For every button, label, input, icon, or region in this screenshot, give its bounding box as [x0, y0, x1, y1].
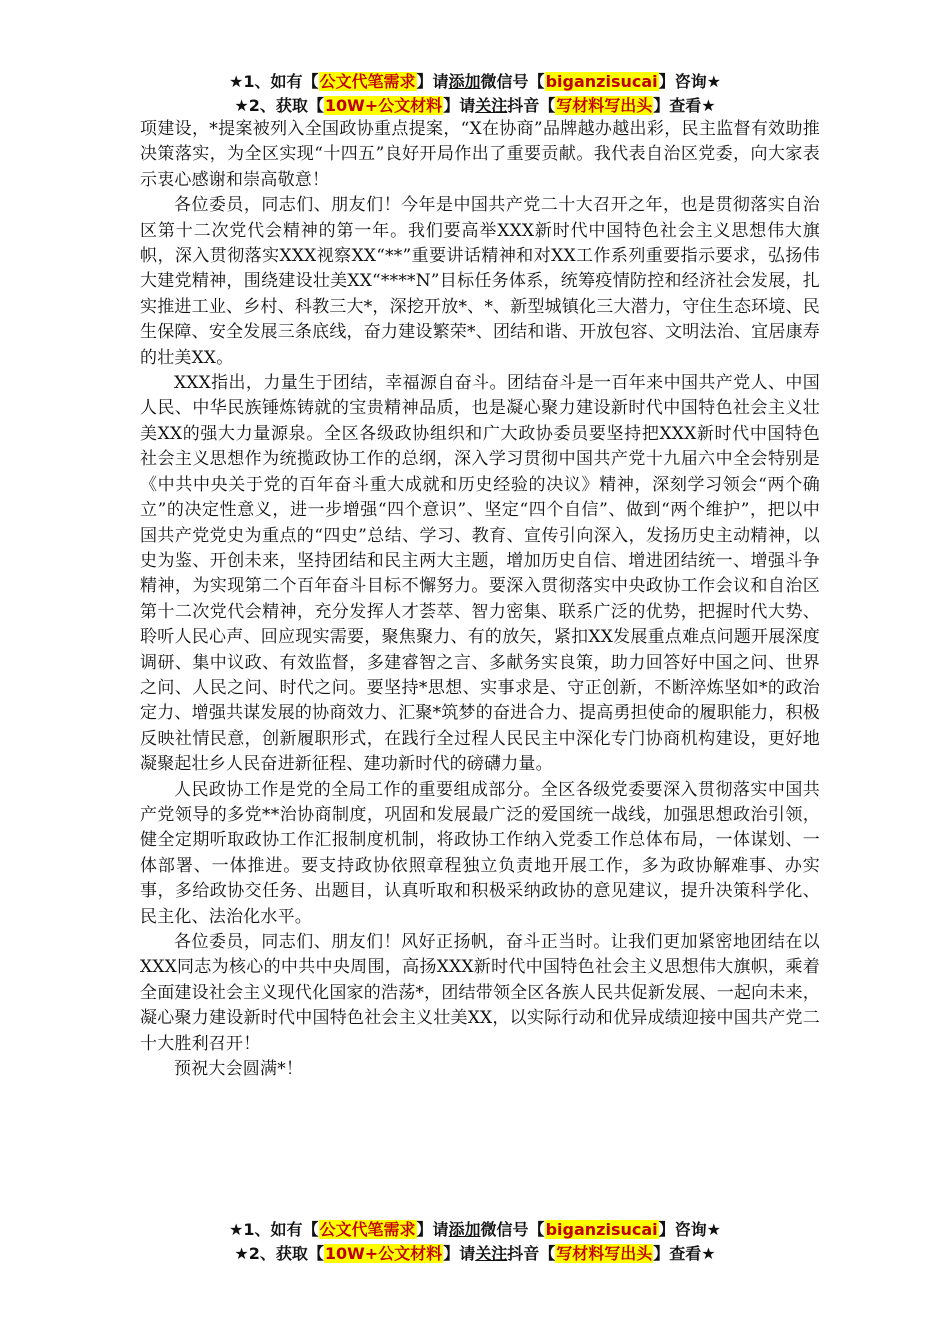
footer-line-1-mid2: 微信号【 [480, 1220, 545, 1239]
banner-line-1-highlight-service: 公文代笔需求 [319, 72, 416, 91]
footer-line-1-highlight-service: 公文代笔需求 [319, 1220, 416, 1239]
banner-line-2-highlight-douyin: 写材料写出头 [556, 96, 653, 115]
paragraph-1: 项建设，*提案被列入全国政协重点提案，“X在协商”品牌越办越出彩，民主监督有效助推决策落实，为全区实现“十四五”良好开局作出了重要贡献。我代表自治区党委，向大家表示衷心感谢和崇高敬意！ [140, 119, 820, 190]
footer-banner [0, 1218, 950, 1266]
banner-line-2-underline: 关注 [475, 96, 508, 115]
banner-line-1-suffix: 】咨询★ [658, 72, 721, 91]
footer-line-1-underline: 添加 [448, 1220, 481, 1239]
footer-line-2-underline: 关注 [475, 1244, 508, 1263]
document-body [140, 117, 820, 1082]
paragraph-5: 各位委员，同志们、朋友们！风好正扬帆，奋斗正当时。让我们更加紧密地团结在以XXX同志为核心的中共中央周围，高扬XXX新时代中国特色社会主义思想伟大旗帜，乘着全面建设社会主义现代化国家的浩荡*，团结带领全区各族人民共促新发展、一起向未来，凝心聚力建设新时代中国特色社会主义壮美XX，以实际行动和优异成绩迎接中国共产党二十大胜利召开！ [140, 932, 820, 1054]
banner-line-1-highlight-wechat: biganzisucai [545, 72, 658, 91]
footer-line-2-mid: 】请 [443, 1244, 476, 1263]
banner-line-2 [0, 94, 950, 118]
footer-line-2-suffix: 】查看★ [653, 1244, 716, 1263]
footer-line-2-highlight-douyin: 写材料写出头 [556, 1244, 653, 1263]
footer-line-1-mid: 】请 [416, 1220, 449, 1239]
banner-line-1-mid: 】请 [416, 72, 449, 91]
banner-line-1 [0, 70, 950, 94]
banner-line-2-suffix: 】查看★ [653, 96, 716, 115]
footer-line-1 [0, 1218, 950, 1242]
banner-line-1-mid2: 微信号【 [480, 72, 545, 91]
footer-line-2-mid2: 抖音【 [507, 1244, 556, 1263]
banner-line-1-prefix: ★1、如有【 [229, 72, 319, 91]
footer-line-1-highlight-wechat: biganzisucai [545, 1220, 658, 1239]
footer-line-2 [0, 1242, 950, 1266]
footer-line-2-prefix: ★2、获取【 [234, 1244, 324, 1263]
paragraph-4: 人民政协工作是党的全局工作的重要组成部分。全区各级党委要深入贯彻落实中国共产党领导的多党**治协商制度，巩固和发展最广泛的爱国统一战线，加强思想政治引领，健全定期听取政协工作汇报制度机制，将政协工作纳入党委工作总体布局，一体谋划、一体部署、一体推进。要支持政协依照章程独立负责地开展工作，多为政协解难事、办实事，多给政协交任务、出题目，认真听取和积极采纳政协的意见建议，提升决策科学化、民主化、法治化水平。 [140, 779, 820, 927]
banner-line-2-prefix: ★2、获取【 [234, 96, 324, 115]
footer-line-1-suffix: 】咨询★ [658, 1220, 721, 1239]
header-banner [0, 70, 950, 118]
banner-line-2-mid2: 抖音【 [507, 96, 556, 115]
footer-line-1-prefix: ★1、如有【 [229, 1220, 319, 1239]
banner-line-1-underline: 添加 [448, 72, 481, 91]
banner-line-2-mid: 】请 [443, 96, 476, 115]
footer-line-2-highlight-materials: 10W+公文材料 [324, 1244, 443, 1263]
banner-line-2-highlight-materials: 10W+公文材料 [324, 96, 443, 115]
paragraph-2: 各位委员，同志们、朋友们！今年是中国共产党二十大召开之年，也是贯彻落实自治区第十二次党代会精神的第一年。我们要高举XXX新时代中国特色社会主义思想伟大旗帜，深入贯彻落实XXX视察XX“**”重要讲话精神和对XX工作系列重要指示要求，弘扬伟大建党精神，围绕建设壮美XX“****N”目标任务体系，统筹疫情防控和经济社会发展，扎实推进工业、乡村、科教三大*，深挖开放*、*、新型城镇化三大潜力，守住生态环境、民生保障、安全发展三条底线，奋力建设繁荣*、团结和谐、开放包容、文明法治、宜居康寿的壮美XX。 [140, 195, 820, 368]
paragraph-6: 预祝大会圆满*！ [174, 1059, 304, 1080]
paragraph-3: XXX指出，力量生于团结，幸福源自奋斗。团结奋斗是一百年来中国共产党人、中国人民、中华民族锤炼铸就的宝贵精神品质，也是凝心聚力建设新时代中国特色社会主义壮美XX的强大力量源泉。全区各级政协组织和广大政协委员要坚持把XXX新时代中国特色社会主义思想作为统揽政协工作的总纲，深入学习贯彻中国共产党十九届六中全会特别是《中共中央关于党的百年奋斗重大成就和历史经验的决议》精神，深刻学习领会“两个确立”的决定性意义，进一步增强“四个意识”、坚定“四个自信”、做到“两个维护”，把以中国共产党党史为重点的“四史”总结、学习、教育、宣传引向深入，发扬历史主动精神，以史为鉴、开创未来，坚持团结和民主两大主题，增加历史自信、增进团结统一、增强斗争精神，为实现第二个百年奋斗目标不懈努力。要深入贯彻落实中央政协工作会议和自治区第十二次党代会精神，充分发挥人才荟萃、智力密集、联系广泛的优势，把握时代大势、聆听人民心声、回应现实需要，聚焦聚力、有的放矢，紧扣XX发展重点难点问题开展深度调研、集中议政、有效监督，多建睿智之言、多献务实良策，助力回答好中国之问、世界之问、人民之问、时代之问。要坚持*思想、实事求是、守正创新，不断淬炼坚如*的政治定力、增强共谋发展的协商效力、汇聚*筑梦的奋进合力、提高勇担使命的履职能力，积极反映社情民意，创新履职形式，在践行全过程人民民主中深化专门协商机构建设，更好地凝聚起壮乡人民奋进新征程、建功新时代的磅礴力量。 [140, 373, 820, 775]
